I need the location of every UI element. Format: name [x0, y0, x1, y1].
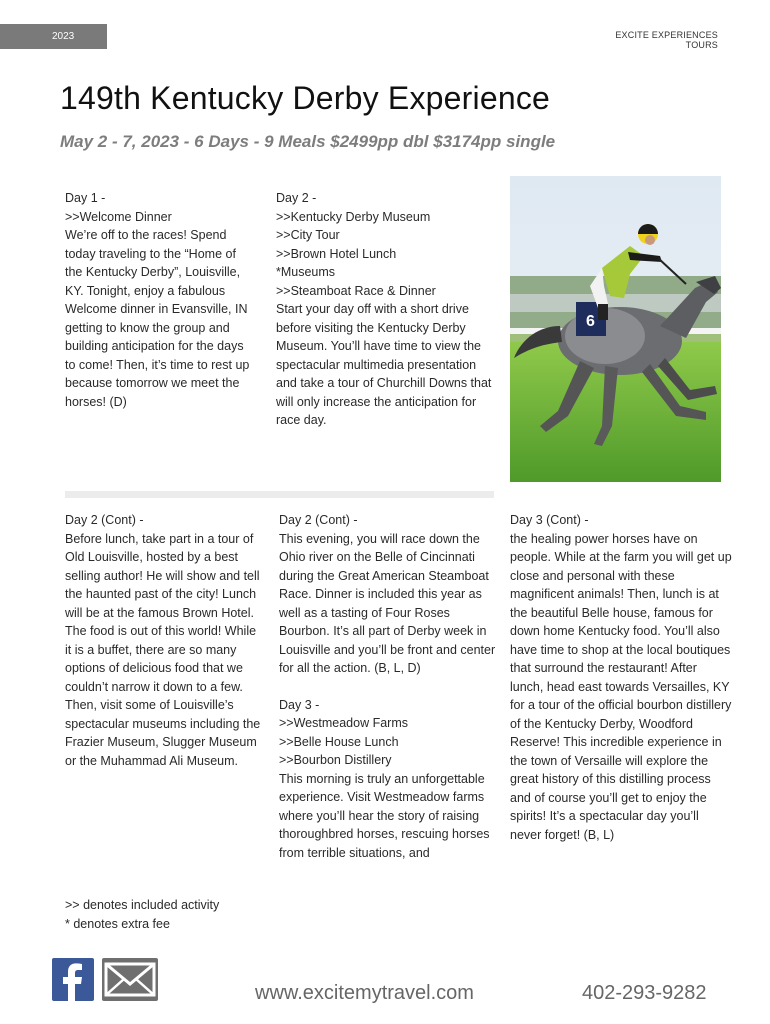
day-heading: Day 3 (Cont) -	[510, 513, 589, 527]
day-heading: Day 1 -	[65, 191, 106, 205]
day-heading: Day 2 (Cont) -	[65, 513, 144, 527]
activity-item: *Museums	[276, 265, 336, 279]
day-description: Before lunch, take part in a tour of Old Louisville, hosted by a best selling author! He will show and tell the haunted past of the city! Lunch will be at the famous Brown Hotel. The food is out of this world! While it is a buffet, there are so many options of delicious food that we couldn’t narrow it down to a few. Then, visit some of Louisville’s spectacular museums including the Frazier Museum, Slugger Museum or the Muhammad Ali Museum.	[65, 531, 261, 768]
activity-item: >>Welcome Dinner	[65, 209, 172, 224]
legend-included: >> denotes included activity	[65, 898, 220, 912]
page-title: 149th Kentucky Derby Experience	[60, 80, 551, 116]
section-divider	[65, 491, 494, 498]
activity-item: >>Kentucky Derby Museum	[276, 209, 431, 224]
phone-number[interactable]: 402-293-9282	[582, 982, 707, 1004]
social-links	[52, 958, 158, 1001]
legend-extra-fee: * denotes extra fee	[65, 916, 170, 931]
day-description: the healing power horses have on people. While at the farm you will get up close and personal with these magnificent animals! Then, lunch is at the beautiful Belle house, famous for down home Kentucky food. You’ll also have time to shop at the local boutiques that surround the restaurant! After lunch, head east towards Versailles, KY for a tour of the official bourbon distillery of the Kentucky Derby, Woodford Reserve! This incredible experience in the town of Versaille will explore the great history of this distilling process and of course you’ll get to enjoy the spirits! It’s a spectacular day you’ll never forget! (B, L)	[510, 531, 732, 842]
mail-icon[interactable]	[102, 958, 158, 1001]
svg-text:6: 6	[586, 313, 595, 330]
day-heading: Day 3 -	[279, 697, 320, 712]
website-link[interactable]: www.excitemytravel.com	[255, 982, 474, 1004]
day-heading: Day 2 -	[276, 191, 317, 205]
activity-item: >>Steamboat Race & Dinner	[276, 283, 436, 298]
day-3-continued-column	[510, 511, 732, 844]
brand-line-2: TOURS	[685, 40, 718, 50]
activity-item: >>Belle House Lunch	[279, 734, 399, 749]
activity-item: >>Bourbon Distillery	[279, 753, 392, 767]
day-2-evening-day-3-column	[279, 511, 503, 862]
brand-line-1: EXCITE EXPERIENCES	[615, 30, 718, 40]
legend	[65, 896, 219, 933]
year-tab: 2023	[0, 24, 107, 49]
trip-summary: May 2 - 7, 2023 - 6 Days - 9 Meals $2499pp dbl $3174pp single	[60, 132, 556, 151]
brand-name	[615, 30, 718, 50]
activity-item: >>Brown Hotel Lunch	[276, 246, 397, 261]
activity-item: >>Westmeadow Farms	[279, 716, 408, 730]
day-description: Start your day off with a short drive before visiting the Kentucky Derby Museum. You’ll have time to view the spectacular multimedia presentation and take a tour of Churchill Downs that will only increase the anticipation for race day.	[276, 302, 492, 427]
facebook-icon[interactable]	[52, 958, 94, 1001]
activity-item: >>City Tour	[276, 228, 340, 242]
day-heading: Day 2 (Cont) -	[279, 513, 358, 527]
racehorse-photo	[510, 176, 721, 482]
day-1-column	[65, 189, 255, 411]
day-2-column	[276, 189, 498, 430]
day-description: This evening, you will race down the Ohio river on the Belle of Cincinnati during the Great American Steamboat Race. Dinner is included this year as well as a tasting of Four Roses Bourbon. It’s all part of Derby week in Louisville and you’ll be front and center for all the action. (B, L, D)	[279, 531, 496, 675]
day-2-continued-column	[65, 511, 261, 770]
day-description: This morning is truly an unforgettable experience. Visit Westmeadow farms where you’ll hear the story of raising thoroughbred horses, rescuing horses from terrible situations, and	[279, 771, 490, 860]
day-description: We’re off to the races! Spend today traveling to the “Home of the Kentucky Derby”, Louisville, KY. Tonight, enjoy a fabulous Welcome dinner in Evansville, IN getting to know the group and building anticipation for the days to come! Then, it’s time to rest up because tomorrow we meet the horses! (D)	[65, 228, 250, 409]
